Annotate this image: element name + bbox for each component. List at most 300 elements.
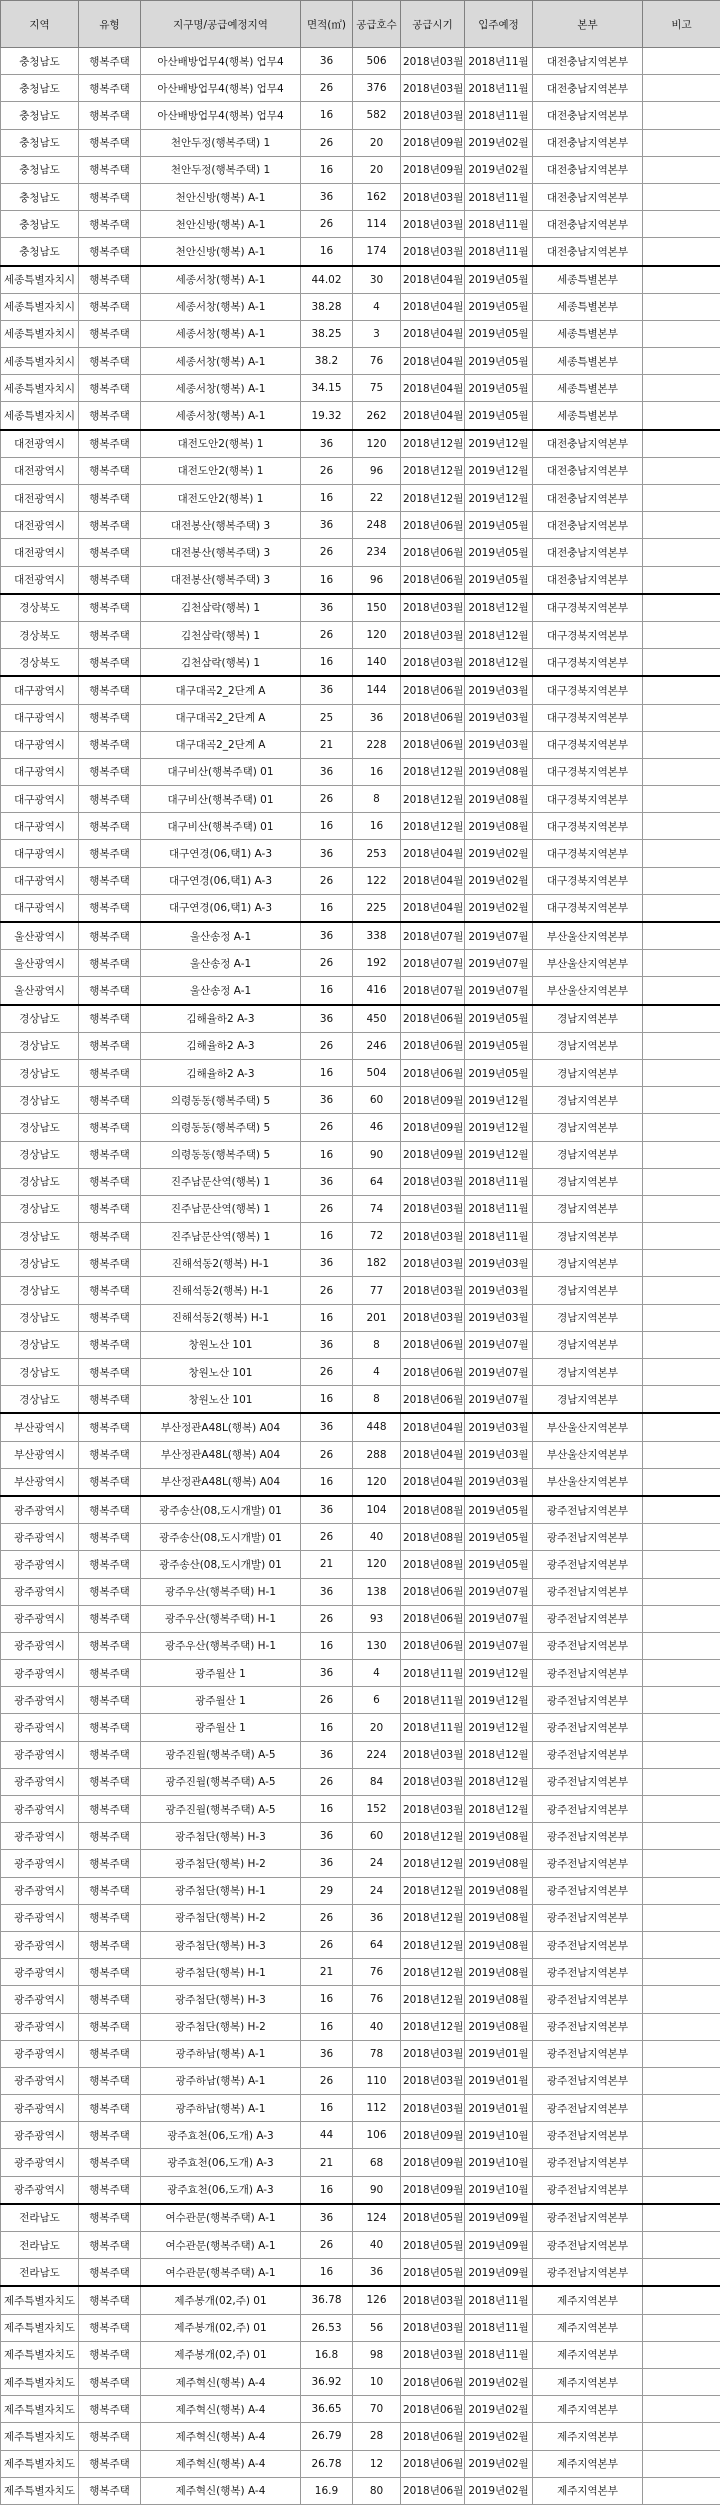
type-cell: 행복주택 [79, 1359, 141, 1386]
remarks-cell [643, 1331, 720, 1358]
move-in-cell: 2019년03월 [465, 1413, 533, 1441]
office-cell: 대전충남지역본부 [533, 566, 643, 594]
move-in-cell: 2019년08월 [465, 813, 533, 840]
type-cell: 행복주택 [79, 1796, 141, 1823]
type-cell: 행복주택 [79, 1059, 141, 1086]
region-cell: 광주광역시 [1, 1496, 79, 1524]
units-cell: 60 [353, 1087, 401, 1114]
district-cell: 광주송산(08,도시개발) 01 [141, 1524, 301, 1551]
office-cell: 대전충남지역본부 [533, 156, 643, 183]
units-cell: 16 [353, 758, 401, 785]
move-in-cell: 2019년05월 [465, 402, 533, 430]
remarks-cell [643, 1904, 720, 1931]
type-cell: 행복주택 [79, 867, 141, 894]
office-cell: 경남지역본부 [533, 1059, 643, 1086]
move-in-cell: 2019년05월 [465, 266, 533, 294]
region-cell: 광주광역시 [1, 1741, 79, 1768]
region-cell: 광주광역시 [1, 1768, 79, 1795]
office-cell: 광주전남지역본부 [533, 1660, 643, 1687]
district-cell: 대구대곡2_2단계 A [141, 731, 301, 758]
table-row [1, 1877, 720, 1904]
units-cell: 40 [353, 2232, 401, 2259]
district-cell: 세종서창(행복) A-1 [141, 375, 301, 402]
supply-date-cell: 2018년04월 [401, 894, 465, 922]
region-cell: 대전광역시 [1, 566, 79, 594]
district-cell: 광주첨단(행복) H-3 [141, 1986, 301, 2013]
table-row [1, 1250, 720, 1277]
remarks-cell [643, 1959, 720, 1986]
supply-date-cell: 2018년06월 [401, 1386, 465, 1414]
district-cell: 여수관문(행복주택) A-1 [141, 2232, 301, 2259]
area-cell: 36 [301, 183, 353, 210]
region-cell: 대구광역시 [1, 786, 79, 813]
type-cell: 행복주택 [79, 293, 141, 320]
remarks-cell [643, 1413, 720, 1441]
supply-date-cell: 2018년06월 [401, 1331, 465, 1358]
area-cell: 36 [301, 1741, 353, 1768]
region-cell: 경상북도 [1, 594, 79, 622]
area-cell: 16 [301, 1223, 353, 1250]
district-cell: 창원노산 101 [141, 1331, 301, 1358]
region-cell: 경상남도 [1, 1386, 79, 1414]
area-cell: 16 [301, 1304, 353, 1331]
move-in-cell: 2019년12월 [465, 1141, 533, 1168]
district-cell: 제주혁신(행복) A-4 [141, 2450, 301, 2477]
district-cell: 제주봉개(02,주) 01 [141, 2341, 301, 2368]
region-cell: 세종특별자치시 [1, 402, 79, 430]
move-in-cell: 2019년02월 [465, 156, 533, 183]
move-in-cell: 2018년11월 [465, 2341, 533, 2368]
district-cell: 대전도안2(행복) 1 [141, 457, 301, 484]
area-cell: 16 [301, 1386, 353, 1414]
office-cell: 대전충남지역본부 [533, 238, 643, 266]
remarks-cell [643, 758, 720, 785]
region-cell: 울산광역시 [1, 950, 79, 977]
office-cell: 대전충남지역본부 [533, 512, 643, 539]
supply-date-cell: 2018년06월 [401, 704, 465, 731]
supply-date-cell: 2018년03월 [401, 2095, 465, 2122]
area-cell: 34.15 [301, 375, 353, 402]
move-in-cell: 2019년08월 [465, 2013, 533, 2040]
area-cell: 21 [301, 2149, 353, 2176]
units-cell: 106 [353, 2122, 401, 2149]
area-cell: 16 [301, 813, 353, 840]
type-cell: 행복주택 [79, 48, 141, 75]
move-in-cell: 2019년09월 [465, 2232, 533, 2259]
district-cell: 대전도안2(행복) 1 [141, 430, 301, 458]
table-row [1, 1114, 720, 1141]
units-cell: 582 [353, 102, 401, 129]
supply-date-cell: 2018년03월 [401, 102, 465, 129]
supply-date-cell: 2018년04월 [401, 402, 465, 430]
remarks-cell [643, 1850, 720, 1877]
table-row [1, 2122, 720, 2149]
supply-date-cell: 2018년06월 [401, 1005, 465, 1033]
units-cell: 120 [353, 430, 401, 458]
supply-date-cell: 2018년03월 [401, 2314, 465, 2341]
area-cell: 26 [301, 1904, 353, 1931]
region-cell: 전라남도 [1, 2259, 79, 2287]
office-cell: 제주지역본부 [533, 2450, 643, 2477]
remarks-cell [643, 2368, 720, 2395]
district-cell: 김해율하2 A-3 [141, 1059, 301, 1086]
table-row [1, 840, 720, 867]
move-in-cell: 2019년03월 [465, 1304, 533, 1331]
units-cell: 76 [353, 1986, 401, 2013]
region-cell: 부산광역시 [1, 1413, 79, 1441]
district-cell: 진주남문산역(행복) 1 [141, 1168, 301, 1195]
region-cell: 광주광역시 [1, 2095, 79, 2122]
district-cell: 광주효천(06,도개) A-3 [141, 2149, 301, 2176]
region-cell: 대전광역시 [1, 457, 79, 484]
type-cell: 행복주택 [79, 348, 141, 375]
region-cell: 광주광역시 [1, 1714, 79, 1741]
area-cell: 16 [301, 2095, 353, 2122]
region-cell: 충청남도 [1, 102, 79, 129]
type-cell: 행복주택 [79, 1578, 141, 1605]
units-cell: 140 [353, 649, 401, 677]
office-cell: 경남지역본부 [533, 1141, 643, 1168]
remarks-cell [643, 1714, 720, 1741]
office-cell: 세종특별본부 [533, 320, 643, 347]
area-cell: 36 [301, 840, 353, 867]
area-cell: 26 [301, 786, 353, 813]
supply-date-cell: 2018년12월 [401, 485, 465, 512]
units-cell: 10 [353, 2368, 401, 2395]
region-cell: 울산광역시 [1, 977, 79, 1005]
remarks-cell [643, 1441, 720, 1468]
district-cell: 광주진월(행복주택) A-5 [141, 1796, 301, 1823]
region-cell: 광주광역시 [1, 1796, 79, 1823]
office-cell: 경남지역본부 [533, 1195, 643, 1222]
move-in-cell: 2019년01월 [465, 2095, 533, 2122]
supply-date-cell: 2018년04월 [401, 840, 465, 867]
district-cell: 창원노산 101 [141, 1386, 301, 1414]
units-cell: 104 [353, 1496, 401, 1524]
supply-date-cell: 2018년06월 [401, 1605, 465, 1632]
supply-date-cell: 2018년12월 [401, 1877, 465, 1904]
office-cell: 광주전남지역본부 [533, 1714, 643, 1741]
type-cell: 행복주택 [79, 840, 141, 867]
supply-date-cell: 2018년03월 [401, 1796, 465, 1823]
header-supply-date: 공급시기 [401, 1, 465, 48]
supply-date-cell: 2018년09월 [401, 1114, 465, 1141]
supply-date-cell: 2018년03월 [401, 1195, 465, 1222]
area-cell: 16 [301, 485, 353, 512]
district-cell: 진해석동2(행복) H-1 [141, 1277, 301, 1304]
office-cell: 부산울산지역본부 [533, 1441, 643, 1468]
office-cell: 대구경북지역본부 [533, 649, 643, 677]
district-cell: 광주우산(행복주택) H-1 [141, 1605, 301, 1632]
remarks-cell [643, 1551, 720, 1578]
move-in-cell: 2019년05월 [465, 539, 533, 566]
move-in-cell: 2019년03월 [465, 1250, 533, 1277]
office-cell: 경남지역본부 [533, 1359, 643, 1386]
district-cell: 대전봉산(행복주택) 3 [141, 566, 301, 594]
area-cell: 36 [301, 1496, 353, 1524]
move-in-cell: 2019년03월 [465, 704, 533, 731]
area-cell: 36 [301, 512, 353, 539]
office-cell: 대전충남지역본부 [533, 430, 643, 458]
type-cell: 행복주택 [79, 1250, 141, 1277]
region-cell: 세종특별자치시 [1, 320, 79, 347]
supply-date-cell: 2018년05월 [401, 2204, 465, 2232]
move-in-cell: 2019년07월 [465, 1386, 533, 1414]
remarks-cell [643, 48, 720, 75]
type-cell: 행복주택 [79, 1524, 141, 1551]
supply-date-cell: 2018년04월 [401, 1468, 465, 1496]
table-row [1, 1141, 720, 1168]
move-in-cell: 2018년12월 [465, 1768, 533, 1795]
move-in-cell: 2019년07월 [465, 1578, 533, 1605]
district-cell: 제주혁신(행복) A-4 [141, 2396, 301, 2423]
district-cell: 아산배방업무4(행복) 업무4 [141, 102, 301, 129]
region-cell: 광주광역시 [1, 2067, 79, 2094]
district-cell: 천안두정(행복주택) 1 [141, 129, 301, 156]
table-row [1, 1551, 720, 1578]
area-cell: 36 [301, 758, 353, 785]
office-cell: 부산울산지역본부 [533, 1413, 643, 1441]
type-cell: 행복주택 [79, 1468, 141, 1496]
units-cell: 246 [353, 1032, 401, 1059]
table-row [1, 266, 720, 294]
district-cell: 제주봉개(02,주) 01 [141, 2286, 301, 2314]
type-cell: 행복주택 [79, 1823, 141, 1850]
remarks-cell [643, 1632, 720, 1659]
units-cell: 506 [353, 48, 401, 75]
area-cell: 36 [301, 2040, 353, 2067]
area-cell: 21 [301, 1959, 353, 1986]
remarks-cell [643, 1741, 720, 1768]
office-cell: 대구경북지역본부 [533, 731, 643, 758]
table-row [1, 348, 720, 375]
office-cell: 대구경북지역본부 [533, 867, 643, 894]
move-in-cell: 2018년11월 [465, 75, 533, 102]
supply-date-cell: 2018년04월 [401, 320, 465, 347]
type-cell: 행복주택 [79, 594, 141, 622]
area-cell: 36.92 [301, 2368, 353, 2395]
region-cell: 충청남도 [1, 211, 79, 238]
district-cell: 울산송정 A-1 [141, 922, 301, 950]
move-in-cell: 2019년02월 [465, 840, 533, 867]
units-cell: 24 [353, 1850, 401, 1877]
table-row [1, 594, 720, 622]
area-cell: 26 [301, 1687, 353, 1714]
remarks-cell [643, 1931, 720, 1958]
remarks-cell [643, 375, 720, 402]
table-row [1, 1223, 720, 1250]
supply-date-cell: 2018년03월 [401, 1768, 465, 1795]
area-cell: 16 [301, 1141, 353, 1168]
office-cell: 세종특별본부 [533, 293, 643, 320]
remarks-cell [643, 1823, 720, 1850]
region-cell: 광주광역시 [1, 1823, 79, 1850]
remarks-cell [643, 293, 720, 320]
supply-date-cell: 2018년06월 [401, 1059, 465, 1086]
table-row [1, 402, 720, 430]
type-cell: 행복주택 [79, 894, 141, 922]
area-cell: 26 [301, 1931, 353, 1958]
table-row [1, 2368, 720, 2395]
district-cell: 대전도안2(행복) 1 [141, 485, 301, 512]
district-cell: 세종서창(행복) A-1 [141, 293, 301, 320]
remarks-cell [643, 211, 720, 238]
remarks-cell [643, 2204, 720, 2232]
area-cell: 26 [301, 1114, 353, 1141]
area-cell: 16 [301, 1059, 353, 1086]
area-cell: 36 [301, 1413, 353, 1441]
district-cell: 대전봉산(행복주택) 3 [141, 539, 301, 566]
region-cell: 경상남도 [1, 1331, 79, 1358]
move-in-cell: 2019년02월 [465, 2423, 533, 2450]
region-cell: 경상남도 [1, 1114, 79, 1141]
move-in-cell: 2019년07월 [465, 950, 533, 977]
remarks-cell [643, 867, 720, 894]
units-cell: 192 [353, 950, 401, 977]
table-body [1, 48, 720, 2505]
move-in-cell: 2019년12월 [465, 1114, 533, 1141]
supply-date-cell: 2018년06월 [401, 2396, 465, 2423]
remarks-cell [643, 1986, 720, 2013]
supply-date-cell: 2018년12월 [401, 1904, 465, 1931]
remarks-cell [643, 1687, 720, 1714]
remarks-cell [643, 457, 720, 484]
region-cell: 충청남도 [1, 238, 79, 266]
type-cell: 행복주택 [79, 1931, 141, 1958]
district-cell: 대구대곡2_2단계 A [141, 676, 301, 704]
area-cell: 36 [301, 1168, 353, 1195]
units-cell: 20 [353, 1714, 401, 1741]
table-row [1, 1524, 720, 1551]
type-cell: 행복주택 [79, 813, 141, 840]
supply-date-cell: 2018년12월 [401, 2013, 465, 2040]
move-in-cell: 2019년12월 [465, 1687, 533, 1714]
move-in-cell: 2018년12월 [465, 1796, 533, 1823]
region-cell: 전라남도 [1, 2232, 79, 2259]
district-cell: 광주월산 1 [141, 1660, 301, 1687]
area-cell: 26.78 [301, 2450, 353, 2477]
table-row [1, 375, 720, 402]
area-cell: 26 [301, 1605, 353, 1632]
type-cell: 행복주택 [79, 1141, 141, 1168]
region-cell: 대구광역시 [1, 758, 79, 785]
region-cell: 제주특별자치도 [1, 2368, 79, 2395]
table-row [1, 2341, 720, 2368]
move-in-cell: 2018년11월 [465, 2286, 533, 2314]
table-row [1, 1714, 720, 1741]
remarks-cell [643, 1877, 720, 1904]
units-cell: 12 [353, 2450, 401, 2477]
remarks-cell [643, 1660, 720, 1687]
office-cell: 광주전남지역본부 [533, 1768, 643, 1795]
office-cell: 광주전남지역본부 [533, 1687, 643, 1714]
type-cell: 행복주택 [79, 1768, 141, 1795]
remarks-cell [643, 2232, 720, 2259]
region-cell: 경상남도 [1, 1168, 79, 1195]
units-cell: 46 [353, 1114, 401, 1141]
area-cell: 16 [301, 238, 353, 266]
office-cell: 세종특별본부 [533, 375, 643, 402]
table-row [1, 1413, 720, 1441]
region-cell: 광주광역시 [1, 2176, 79, 2204]
units-cell: 114 [353, 211, 401, 238]
units-cell: 4 [353, 1660, 401, 1687]
remarks-cell [643, 731, 720, 758]
area-cell: 26 [301, 1524, 353, 1551]
units-cell: 78 [353, 2040, 401, 2067]
district-cell: 광주첨단(행복) H-2 [141, 1904, 301, 1931]
district-cell: 제주혁신(행복) A-4 [141, 2368, 301, 2395]
district-cell: 광주첨단(행복) H-1 [141, 1877, 301, 1904]
type-cell: 행복주택 [79, 2259, 141, 2287]
district-cell: 광주월산 1 [141, 1687, 301, 1714]
region-cell: 세종특별자치시 [1, 266, 79, 294]
area-cell: 16 [301, 894, 353, 922]
remarks-cell [643, 1277, 720, 1304]
type-cell: 행복주택 [79, 1331, 141, 1358]
table-row [1, 1687, 720, 1714]
office-cell: 광주전남지역본부 [533, 1904, 643, 1931]
units-cell: 56 [353, 2314, 401, 2341]
type-cell: 행복주택 [79, 1087, 141, 1114]
units-cell: 8 [353, 786, 401, 813]
district-cell: 대구대곡2_2단계 A [141, 704, 301, 731]
office-cell: 대전충남지역본부 [533, 129, 643, 156]
area-cell: 36 [301, 430, 353, 458]
table-row [1, 1823, 720, 1850]
office-cell: 광주전남지역본부 [533, 1850, 643, 1877]
office-cell: 부산울산지역본부 [533, 950, 643, 977]
move-in-cell: 2019년08월 [465, 1904, 533, 1931]
table-row [1, 704, 720, 731]
area-cell: 38.28 [301, 293, 353, 320]
type-cell: 행복주택 [79, 2396, 141, 2423]
region-cell: 세종특별자치시 [1, 348, 79, 375]
office-cell: 대구경북지역본부 [533, 894, 643, 922]
type-cell: 행복주택 [79, 375, 141, 402]
region-cell: 경상남도 [1, 1250, 79, 1277]
remarks-cell [643, 1059, 720, 1086]
region-cell: 대구광역시 [1, 813, 79, 840]
type-cell: 행복주택 [79, 2204, 141, 2232]
remarks-cell [643, 649, 720, 677]
region-cell: 광주광역시 [1, 1687, 79, 1714]
move-in-cell: 2019년09월 [465, 2259, 533, 2287]
units-cell: 126 [353, 2286, 401, 2314]
region-cell: 대구광역시 [1, 840, 79, 867]
district-cell: 진해석동2(행복) H-1 [141, 1250, 301, 1277]
table-row [1, 649, 720, 677]
units-cell: 416 [353, 977, 401, 1005]
units-cell: 201 [353, 1304, 401, 1331]
units-cell: 138 [353, 1578, 401, 1605]
header-remarks: 비고 [643, 1, 720, 48]
remarks-cell [643, 539, 720, 566]
remarks-cell [643, 512, 720, 539]
region-cell: 광주광역시 [1, 2013, 79, 2040]
region-cell: 대구광역시 [1, 704, 79, 731]
units-cell: 36 [353, 2259, 401, 2287]
area-cell: 21 [301, 1551, 353, 1578]
header-type: 유형 [79, 1, 141, 48]
district-cell: 창원노산 101 [141, 1359, 301, 1386]
supply-date-cell: 2018년09월 [401, 156, 465, 183]
remarks-cell [643, 266, 720, 294]
supply-date-cell: 2018년09월 [401, 2122, 465, 2149]
region-cell: 제주특별자치도 [1, 2450, 79, 2477]
type-cell: 행복주택 [79, 758, 141, 785]
region-cell: 경상남도 [1, 1359, 79, 1386]
